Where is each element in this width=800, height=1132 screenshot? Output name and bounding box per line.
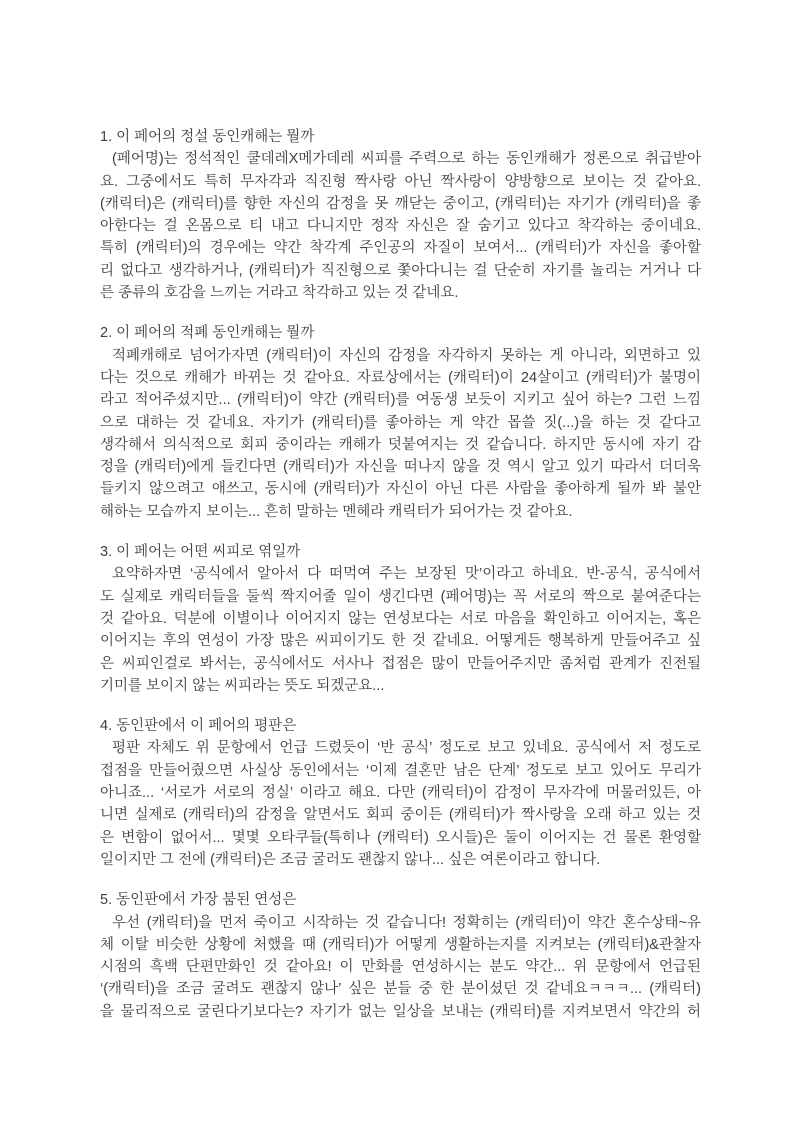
text-line: 정을 (캐릭터)에게 들킨다면 (캐릭터)가 자신을 떠나지 않을 것 역시 알고 있기 따라서 더더욱: [100, 459, 701, 476]
text-line: 다는 것으로 캐해가 바뀌는 것 같아요. 자료상에서는 (캐릭터)이 24살이고 (캐릭터)가 불명이: [100, 369, 701, 386]
text-line: 기미를 보이지 않는 씨피라는 뜻도 되겠군요...: [100, 677, 385, 694]
text-line: 아니죠... ‘서로가 서로의 정실’ 이라고 해요. 다만 (캐릭터)이 감정이 무자각에 머물러있든, 아: [100, 785, 701, 802]
text-line: (캐릭터)은 (캐릭터)를 향한 자신의 감정을 못 깨닫는 중이고, (캐릭터)는 자기가 (캐릭터)을 좋: [100, 195, 701, 212]
text-line: 은 씨피인걸로 봐서는, 공식에서도 서사나 접점은 많이 만들어주지만 좀처럼 관계가 진전될: [100, 655, 701, 672]
section-4: [100, 715, 701, 871]
document-text-block: [100, 126, 701, 1041]
text-line: 으로 대하는 것 같네요. 자기가 (캐릭터)를 좋아하는 게 약간 몹쓸 짓(...)을 하는 것 같다고: [100, 414, 701, 431]
text-line: 아한다는 걸 온몸으로 티 내고 다니지만 정작 자신은 잘 숨기고 있다고 착각하는 중이네요.: [100, 218, 701, 235]
section-1-title: 1. 이 페어의 정설 동인캐해는 뭘까: [100, 129, 315, 145]
text-line: 체 이탈 비슷한 상황에 처했을 때 (캐릭터)가 어떻게 생활하는지를 지켜보는 (캐릭터)&관찰자: [100, 936, 701, 953]
section-2: [100, 322, 701, 523]
section-1: [100, 126, 701, 304]
text-line: 것 같아요. 덕분에 이별이나 이어지지 않는 연성보다는 서로 마음을 확인하고 이어지는, 혹은: [100, 610, 701, 627]
section-4-title: 4. 동인판에서 이 페어의 평판은: [100, 718, 297, 735]
text-line: 리 없다고 생각하거나, (캐릭터)가 직진형으로 쫓아다니는 걸 단순히 자기를 놀리는 거거나 다: [100, 262, 701, 279]
text-line: 니면 실제로 (캐릭터)의 감정을 알면서도 회피 중이든 (캐릭터)가 짝사랑을 오래 하고 있는 것: [100, 807, 701, 824]
text-line: 은 변함이 없어서... 몇몇 오타쿠들(특히나 (캐릭터) 오시들)은 둘이 이어지는 건 물론 환영할: [100, 829, 701, 846]
text-line: 라고 적어주셨지만... (캐릭터)이 약간 (캐릭터)를 여동생 보듯이 지키고 싶어 하는? 그런 느낌: [100, 392, 701, 409]
text-line: (페어명)는 정석적인 쿨데레X메가데레 씨피를 주력으로 하는 동인캐해가 정론으로 취급받아: [112, 151, 701, 168]
text-line: 해하는 모습까지 보이는... 흔히 말하는 멘헤라 캐릭터가 되어가는 것 같아요.: [100, 503, 573, 520]
text-line: 이어지는 후의 연성이 가장 많은 씨피이기도 한 것 같네요. 어떻게든 행복하게 만들어주고 싶: [100, 633, 701, 650]
text-line: ‘(캐릭터)을 조금 굴려도 괜찮지 않나’ 싶은 분들 중 한 분이셨던 것 같네요ㅋㅋㅋ... (캐릭터): [100, 981, 701, 998]
text-line: 적폐캐해로 넘어가자면 (캐릭터)이 자신의 감정을 자각하지 못하는 게 아니라, 외면하고 있: [112, 347, 701, 364]
section-2-title: 2. 이 페어의 적폐 동인캐해는 뭘까: [100, 325, 315, 342]
text-line: 요. 그중에서도 특히 무자각과 직진형 짝사랑 아닌 짝사랑이 양방향으로 보이는 것 같아요.: [100, 173, 701, 190]
text-line: 평판 자체도 위 문항에서 언급 드렸듯이 ‘반 공식’ 정도로 보고 있네요. 공식에서 저 정도로: [112, 740, 701, 757]
text-line: 른 종류의 호감을 느끼는 거라고 착각하고 있는 것 같네요.: [100, 285, 459, 302]
text-line: 생각해서 의식적으로 회피 중이라는 캐해가 덧붙여지는 것 같습니다. 하지만 동시에 자기 감: [100, 436, 701, 453]
section-5: [100, 889, 701, 1023]
text-line: 특히 (캐릭터)의 경우에는 약간 착각계 주인공의 자질이 보여서... (캐릭터)가 자신을 좋아할: [100, 240, 701, 257]
text-line: 을 물리적으로 굴린다기보다는? 자기가 없는 일상을 보내는 (캐릭터)를 지켜보면서 약간의 허: [100, 1003, 701, 1020]
text-line: 접점을 만들어줬으면 사실상 동인에서는 ‘이제 결혼만 남은 단계’ 정도로 보고 있어도 무리가: [100, 762, 701, 779]
text-line: 요약하자면 ‘공식에서 알아서 다 떠먹여 주는 보장된 맛’이라고 하네요. 반-공식, 공식에서: [112, 566, 701, 583]
section-3: [100, 541, 701, 697]
text-line: 우선 (캐릭터)을 먼저 죽이고 시작하는 것 같습니다! 정확히는 (캐릭터)이 약간 혼수상태~유: [112, 914, 701, 931]
text-line: 일이지만 그 전에 (캐릭터)은 조금 굴러도 괜찮지 않나... 싶은 여론이라고 합니다.: [100, 851, 601, 868]
section-5-title: 5. 동인판에서 가장 붐된 연성은: [100, 892, 297, 909]
text-line: 시점의 흑백 단편만화인 것 같아요! 이 만화를 연성하시는 분도 약간... 위 문항에서 언급된: [100, 959, 701, 976]
text-line: 들키지 않으려고 애쓰고, 동시에 (캐릭터)가 자신이 아닌 다른 사람을 좋아하게 될까 봐 불안: [100, 481, 701, 498]
section-3-title: 3. 이 페어는 어떤 씨피로 엮일까: [100, 544, 301, 561]
text-line: 도 실제로 캐릭터들을 둘씩 짝지어줄 일이 생긴다면 (페어명)는 꼭 서로의 짝으로 붙여준다는: [100, 588, 701, 605]
